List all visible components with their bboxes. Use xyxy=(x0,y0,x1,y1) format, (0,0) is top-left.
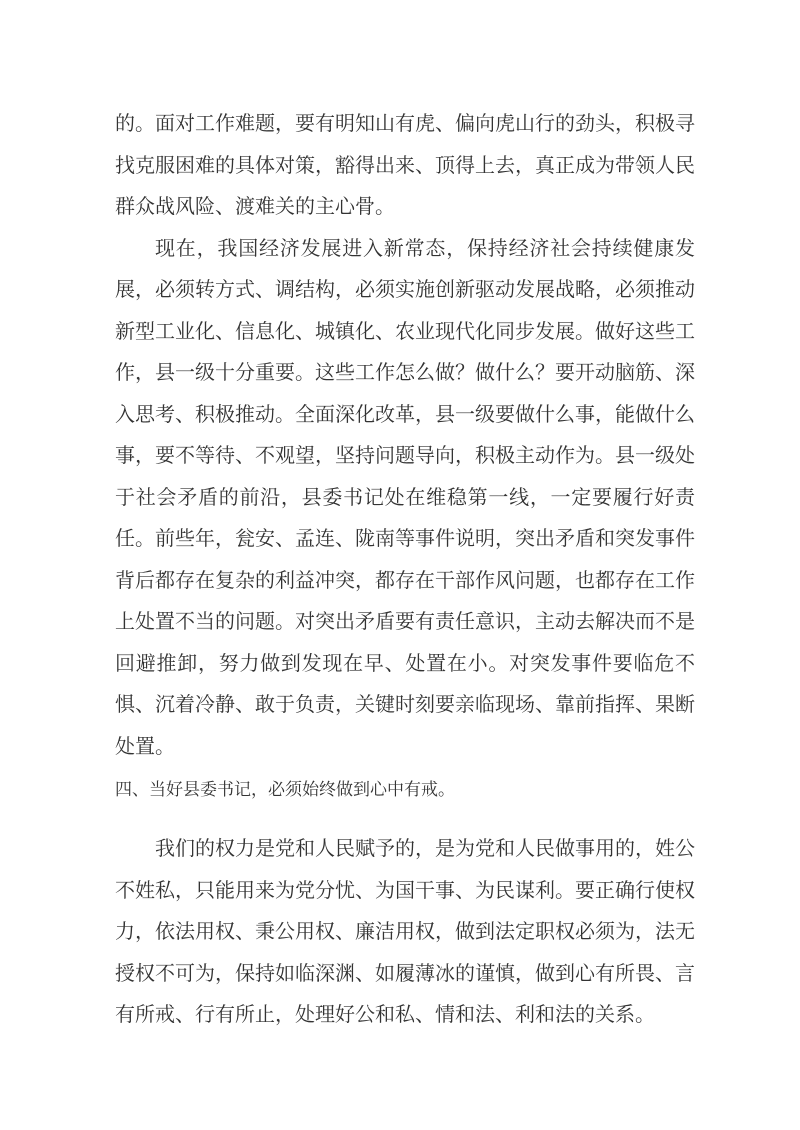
text-line: 新型工业化、信息化、城镇化、农业现代化同步发展。做好这些工 xyxy=(115,320,695,343)
section-heading xyxy=(115,775,695,805)
text-line: 有所戒、行有所止，处理好公和私、情和法、利和法的关系。 xyxy=(115,1004,655,1026)
text-line: 处置。 xyxy=(115,735,175,758)
text-line: 展，必须转方式、调结构，必须实施创新驱动发展战略，必须推动 xyxy=(115,279,695,301)
text-line: 力，依法用权、秉公用权、廉洁用权，做到法定职权必须为，法无 xyxy=(115,921,695,943)
paragraph xyxy=(115,229,695,769)
text-line: 惧、沉着冷静、敢于负责，关键时刻要亲临现场、靠前指挥、果断 xyxy=(115,694,695,716)
text-line: 背后都存在复杂的利益冲突，都存在干部作风问题，也都存在工作 xyxy=(115,569,695,592)
text-line: 授权不可为，保持如临深渊、如履薄冰的谨慎，做到心有所畏、言 xyxy=(115,962,695,985)
text-line: 现在，我国经济发展进入新常态，保持经济社会持续健康发 xyxy=(155,237,695,260)
text-line: 四、当好县委书记，必须始终做到心中有戒。 xyxy=(115,780,455,799)
text-line: 入思考、积极推动。全面深化改革，县一级要做什么事，能做什么 xyxy=(115,403,695,426)
text-line: 我们的权力是党和人民赋予的，是为党和人民做事用的，姓公 xyxy=(155,838,695,860)
text-line: 任。前些年，瓮安、孟连、陇南等事件说明，突出矛盾和突发事件 xyxy=(115,528,695,550)
text-line: 不姓私，只能用来为党分忧、为国干事、为民谋利。要正确行使权 xyxy=(115,879,695,902)
document-content xyxy=(115,104,695,1037)
paragraph xyxy=(115,104,695,229)
text-line: 回避推卸，努力做到发现在早、处置在小。对突发事件要临危不 xyxy=(115,652,695,675)
text-line: 事，要不等待、不观望，坚持问题导向，积极主动作为。县一级处 xyxy=(115,445,695,467)
text-line: 的。面对工作难题，要有明知山有虎、偏向虎山行的劲头，积极寻 xyxy=(115,113,695,135)
text-line: 于社会矛盾的前沿，县委书记处在维稳第一线，一定要履行好责 xyxy=(115,486,695,509)
text-line: 找克服困难的具体对策，豁得出来、顶得上去，真正成为带领人民 xyxy=(115,154,695,177)
text-line: 作，县一级十分重要。这些工作怎么做？做什么？要开动脑筋、深 xyxy=(115,362,695,384)
paragraph xyxy=(115,829,695,1037)
text-line: 上处置不当的问题。对突出矛盾要有责任意识，主动去解决而不是 xyxy=(115,611,695,633)
text-line: 群众战风险、渡难关的主心骨。 xyxy=(115,196,395,218)
